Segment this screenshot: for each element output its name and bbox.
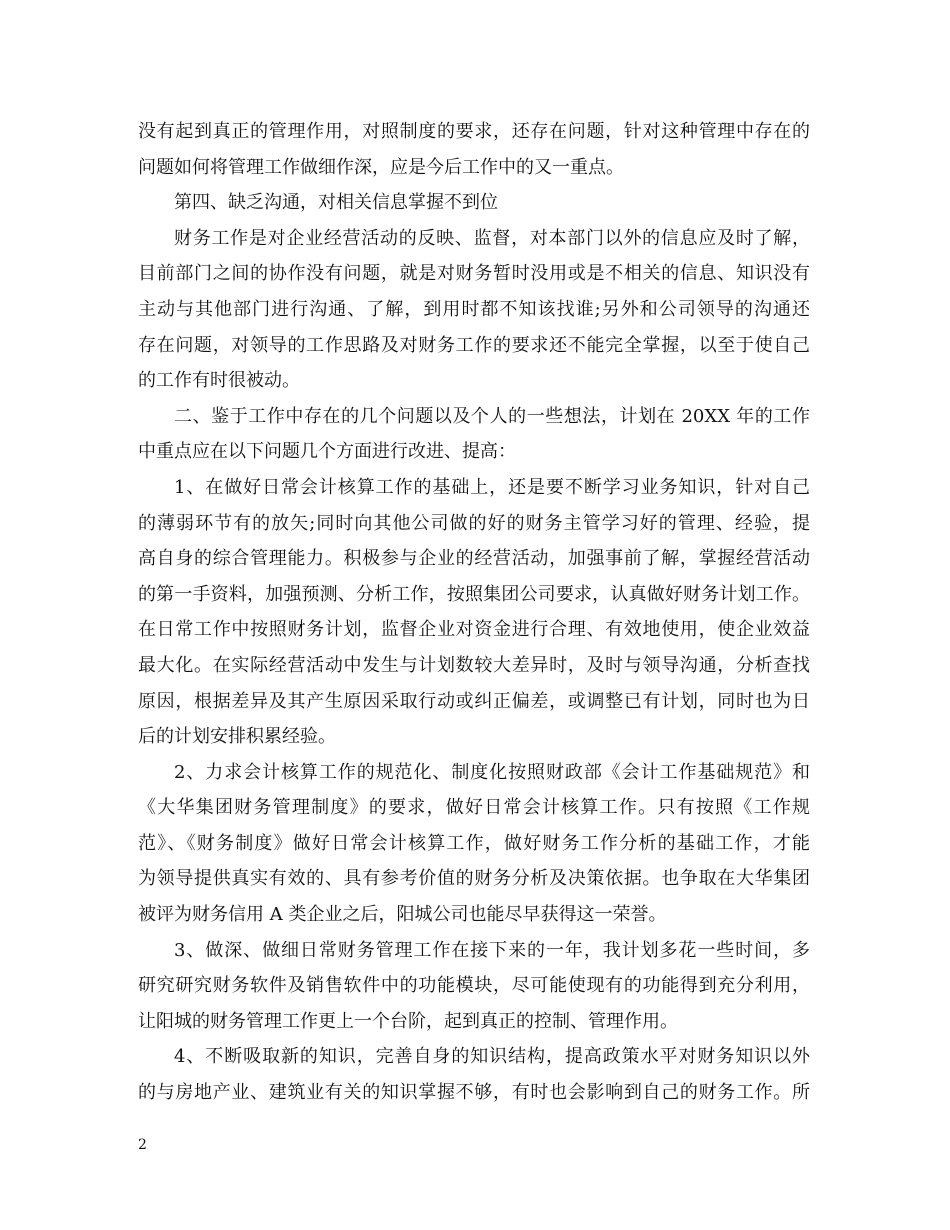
text-line: 研究研究财务软件及销售软件中的功能模块，尽可能使现有的功能得到充分利用， [138, 975, 810, 997]
text-line: 中重点应在以下问题几个方面进行改进、提高： [138, 441, 516, 463]
text-line: 3、做深、做细日常财务管理工作在接下来的一年，我计划多花一些时间，多 [174, 939, 810, 961]
text-line: 二、鉴于工作中存在的几个问题以及个人的一些想法，计划在 20XX 年的工作 [174, 405, 810, 427]
text-line: 主动与其他部门进行沟通、了解，到用时都不知该找谁;另外和公司领导的沟通还 [138, 298, 810, 320]
text-line: 的薄弱环节有的放矢;同时向其他公司做的好的财务主管学习好的管理、经验，提 [138, 512, 810, 534]
text-line: 最大化。在实际经营活动中发生与计划数较大差异时，及时与领导沟通，分析查找 [138, 654, 810, 676]
text-line: 目前部门之间的协作没有问题，就是对财务暂时没用或是不相关的信息、知识没有 [138, 263, 810, 285]
text-line: 的与房地产业、建筑业有关的知识掌握不够，有时也会影响到自己的财务工作。所 [138, 1082, 810, 1104]
text-line: 4、不断吸取新的知识，完善自身的知识结构，提高政策水平对财务知识以外 [174, 1046, 810, 1068]
text-line: 2、力求会计核算工作的规范化、制度化按照财政部《会计工作基础规范》和 [174, 761, 810, 783]
text-line: 后的计划安排积累经验。 [138, 726, 336, 748]
text-line: 存在问题，对领导的工作思路及对财务工作的要求还不能完全掌握，以至于使自己 [138, 334, 810, 356]
text-line: 的第一手资料，加强预测、分析工作，按照集团公司要求，认真做好财务计划工作。 [138, 583, 810, 605]
text-line: 财务工作是对企业经营活动的反映、监督，对本部门以外的信息应及时了解， [174, 227, 810, 249]
text-line: 高自身的综合管理能力。积极参与企业的经营活动，加强事前了解，掌握经营活动 [138, 548, 810, 570]
text-line: 原因，根据差异及其产生原因采取行动或纠正偏差，或调整已有计划，同时也为日 [138, 690, 810, 712]
body-text [138, 114, 810, 1111]
page-number: 2 [138, 1137, 147, 1153]
text-line: 问题如何将管理工作做细作深，应是今后工作中的又一重点。 [138, 156, 624, 178]
text-line: 的工作有时很被动。 [138, 370, 300, 392]
text-line: 1、在做好日常会计核算工作的基础上，还是要不断学习业务知识，针对自己 [174, 476, 810, 498]
section-heading: 第四、缺乏沟通，对相关信息掌握不到位 [174, 192, 498, 214]
text-line: 《大华集团财务管理制度》的要求，做好日常会计核算工作。只有按照《工作规 [138, 797, 810, 819]
text-line: 为领导提供真实有效的、具有参考价值的财务分析及决策依据。也争取在大华集团 [138, 868, 810, 890]
text-line: 被评为财务信用 A 类企业之后，阳城公司也能尽早获得这一荣誉。 [138, 904, 667, 926]
text-line: 范》、《财务制度》做好日常会计核算工作，做好财务工作分析的基础工作，才能 [138, 832, 810, 854]
text-line: 在日常工作中按照财务计划，监督企业对资金进行合理、有效地使用，使企业效益 [138, 619, 810, 641]
text-line: 没有起到真正的管理作用，对照制度的要求，还存在问题，针对这种管理中存在的 [138, 121, 810, 142]
text-line: 让阳城的财务管理工作更上一个台阶，起到真正的控制、管理作用。 [138, 1010, 678, 1032]
